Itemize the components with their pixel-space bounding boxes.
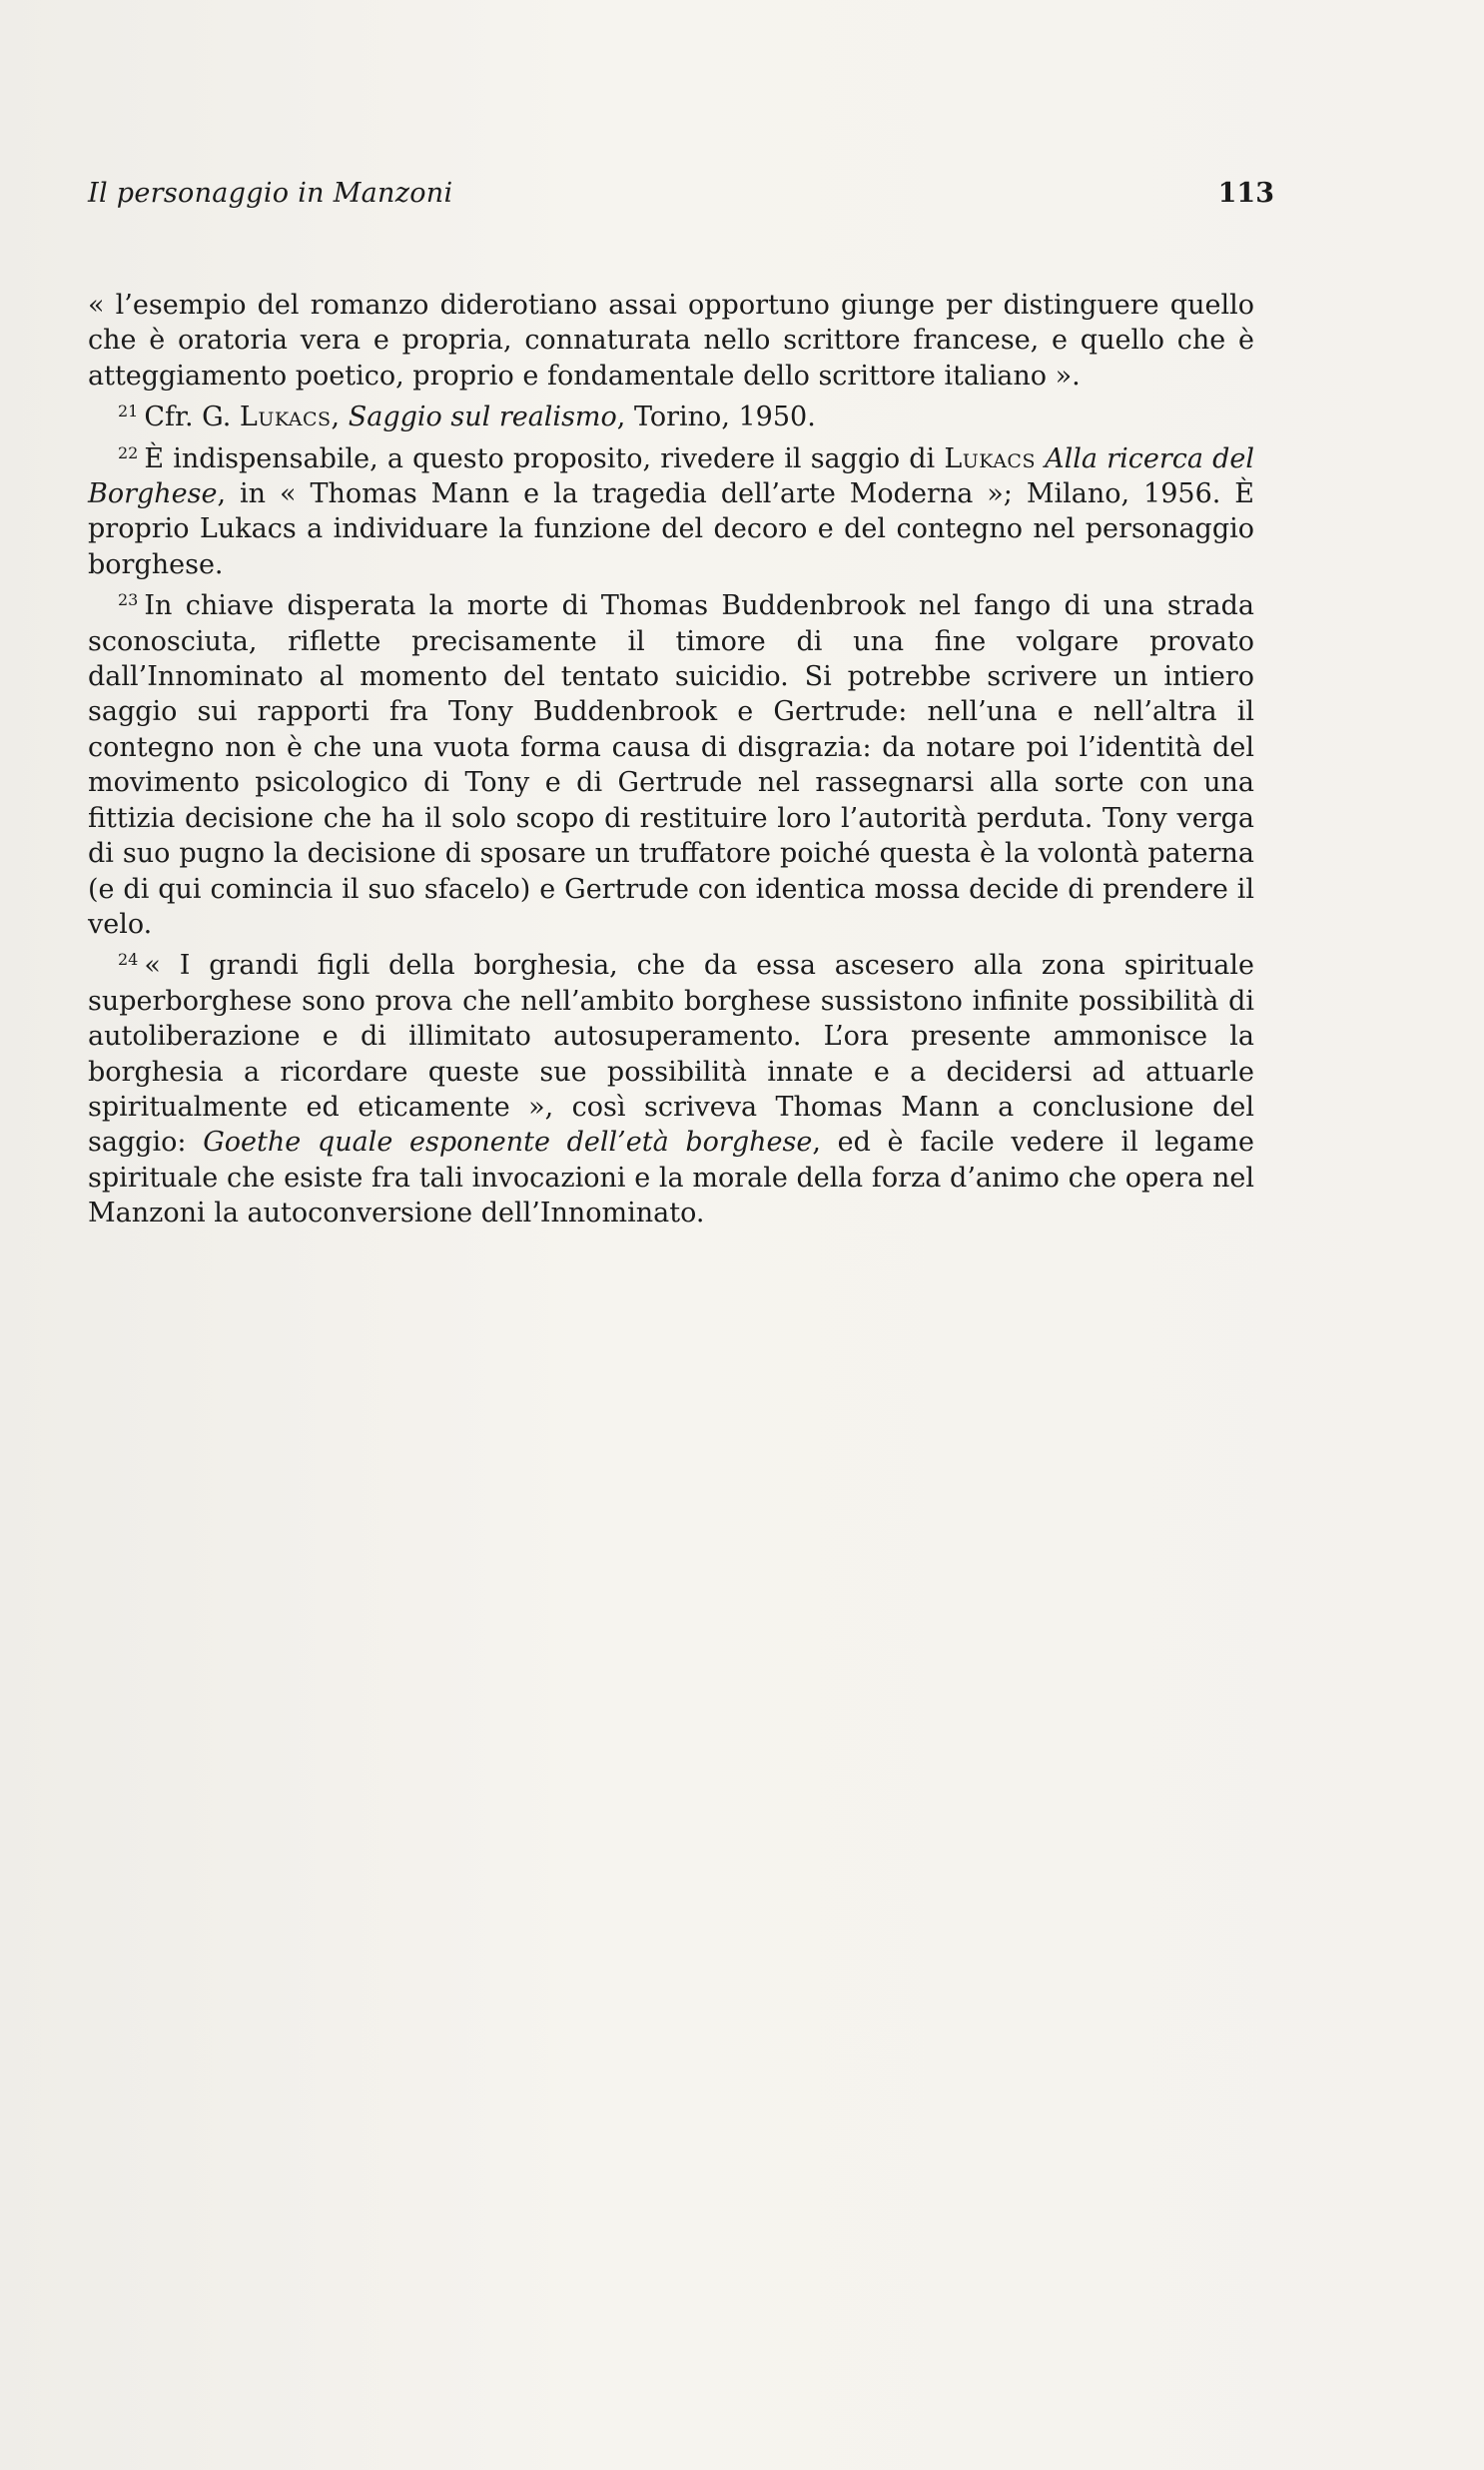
footnote-21: $^{21}$ Cfr. G. Lukacs, Saggio sul realismo, Torino, 1950. <box>118 402 816 433</box>
running-title: Il personaggio in Manzoni <box>88 178 453 209</box>
footnote-number: 23 <box>118 590 139 610</box>
author-name: Lukacs <box>944 442 1036 474</box>
footnote-number: 21 <box>118 402 139 421</box>
footnotes-block <box>88 288 1254 1232</box>
essay-title: Goethe quale esponente dell’età borghese <box>203 1127 813 1159</box>
footnote-number: 22 <box>118 442 139 462</box>
author-name: Lukacs <box>239 402 332 433</box>
footnote-22: $^{22}$ È indispensabile, a questo proposito, rivedere il saggio di Lukacs Alla ricerca del Borghese, in « Thomas Mann e la tragedia dell’arte Moderna »; Milano, 1956. È proprio Lukacs a individuare la funzione del decoro e del contegno nel personaggio borghese. <box>88 442 1254 580</box>
footnote-number: 24 <box>118 950 139 970</box>
page-header <box>88 178 1274 209</box>
quote-continuation: « l’esempio del romanzo diderotiano assai opportuno giunge per distinguere quello che è oratoria vera e propria, connaturata nello scrittore francese, e quello che è atteggiamento poetico, proprio e fondamentale dello scrittore italiano ». <box>88 290 1254 392</box>
footnote-24: $^{24}$ « I grandi figli della borghesia, che da essa ascesero alla zona spirituale superborghese sono prova che nell’ambito borghese sussistono infinite possibilità di autoliberazione e di illimitato autosuperamento. L’ora presente ammonisce la borghesia a ricordare queste sue possibilità innate e a decidersi ad attuarle spiritualmente ed eticamente », così scriveva Thomas Mann a conclusione del saggio: Goethe quale esponente dell’età borghese, ed è facile vedere il legame spirituale che esiste fra tali invocazioni e la morale della forza d’animo che opera nel Manzoni la autoconversione dell’Innominato. <box>88 950 1254 1230</box>
book-title: Saggio sul realismo <box>348 402 617 433</box>
page-number: 113 <box>1217 178 1274 209</box>
footnote-23: $^{23}$ In chiave disperata la morte di Thomas Buddenbrook nel fango di una strada sconosciuta, riflette precisamente il timore di una fine volgare provato dall’Innominato al momento del tentato suicidio. Si potrebbe scrivere un intiero saggio sui rapporti fra Tony Buddenbrook e Gertrude: nell’una e nell’altra il contegno non è che una vuota forma causa di disgrazia: da notare poi l’identità del movimento psicologico di Tony e di Gertrude nel rassegnarsi alla sorte con una fittizia decisione che ha il solo scopo di restituire loro l’autorità perduta. Tony verga di suo pugno la decisione di sposare un truffatore poiché questa è la volontà paterna (e di qui comincia il suo sfacelo) e Gertrude con identica mossa decide di prendere il velo. <box>88 590 1254 940</box>
essay-title: Alla ricerca del Borghese <box>88 442 1254 510</box>
